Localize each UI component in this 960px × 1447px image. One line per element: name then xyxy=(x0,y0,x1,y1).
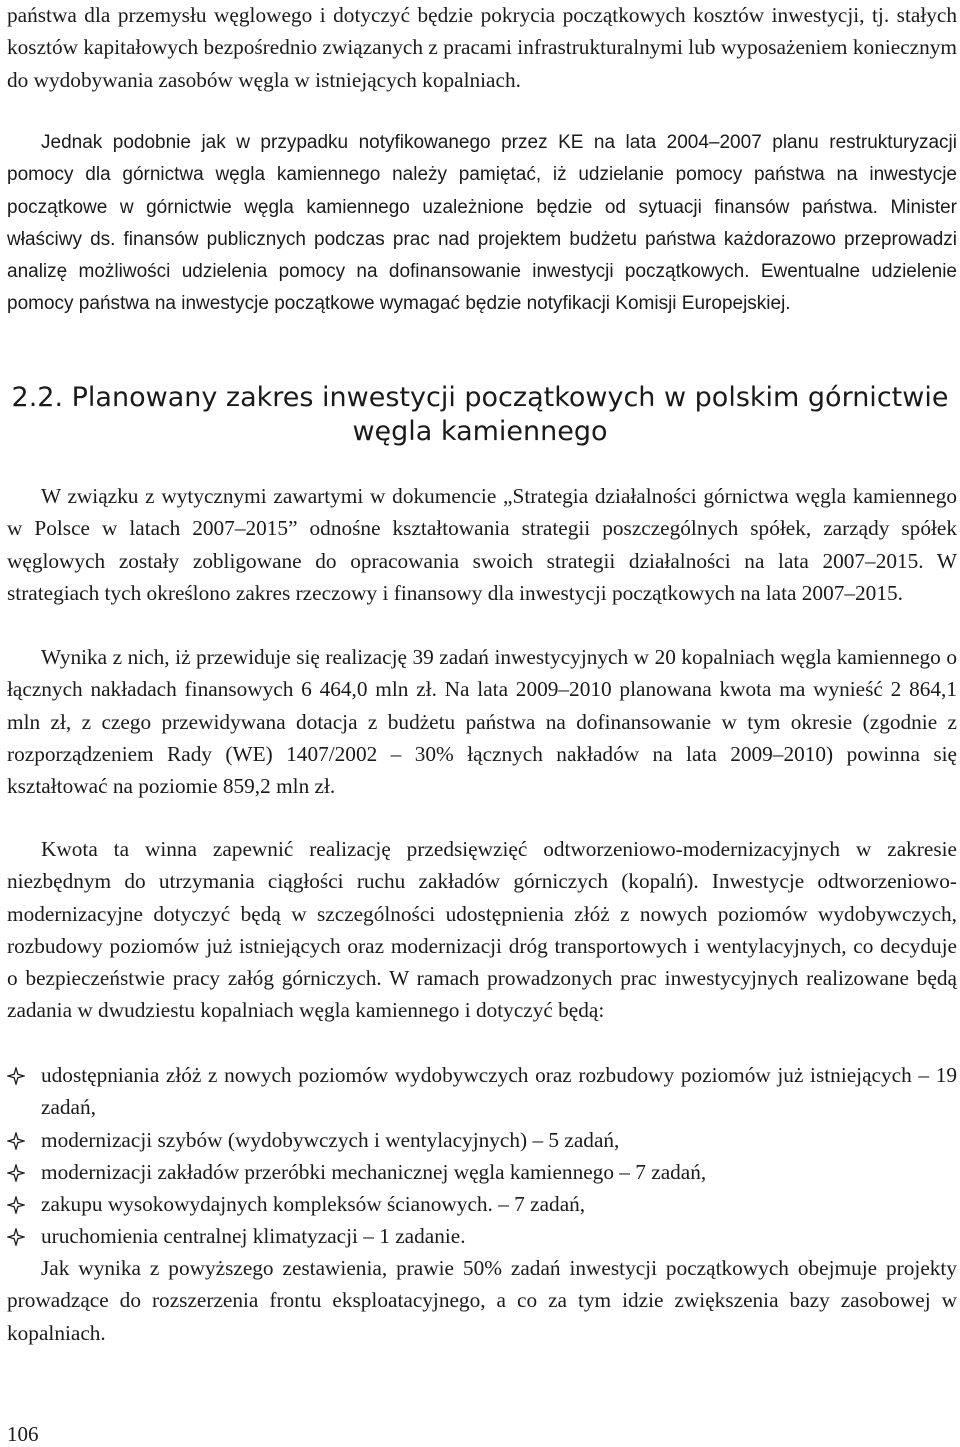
list-item xyxy=(7,1188,957,1220)
four-point-star-icon xyxy=(7,1132,25,1150)
section-heading-line-2: węgla kamiennego xyxy=(352,416,608,447)
section-heading-line-1: 2.2. Planowany zakres inwestycji początkowych w polskim górnictwie xyxy=(11,382,949,413)
list-item xyxy=(7,1220,957,1252)
list-item-text: modernizacji szybów (wydobywczych i wentylacyjnych) – 5 zadań, xyxy=(41,1127,620,1152)
list-item-text: uruchomienia centralnej klimatyzacji – 1 zadanie. xyxy=(41,1224,466,1249)
paragraph-notification: Jednak podobnie jak w przypadku notyfikowanego przez KE na lata 2004–2007 planu restrukturyzacji pomocy dla górnictwa węgla kamiennego należy pamiętać, iż udzielanie pomocy państwa na inwestycje początkowe w górnictwie węgla kamiennego uzależnione będzie od sytuacji finansów państwa. Minister właściwy ds. finansów publicznych podczas prac nad projektem budżetu państwa każdorazowo przeprowadzi analizę możliwości udzielenia pomocy na dofinansowanie inwestycji początkowych. Ewentualne udzielenie pomocy państwa na inwestycje początkowe wymagać będzie notyfikacji Komisji Europejskiej. xyxy=(7,132,957,315)
four-point-star-icon xyxy=(7,1164,25,1182)
four-point-star-icon xyxy=(7,1228,25,1246)
page-number: 106 xyxy=(7,1422,39,1446)
four-point-star-icon xyxy=(7,1067,25,1085)
paragraph-strategy: W związku z wytycznymi zawartymi w dokumencie „Strategia działalności górnictwa węgla kamiennego w Polsce w latach 2007–2015” odnośne kształtowania strategii poszczególnych spółek, zarządy spółek węglowych zostały zobligowane do opracowania swoich strategii działalności na lata 2007–2015. W strategiach tych określono zakres rzeczowy i finansowy dla inwestycji początkowych na lata 2007–2015. xyxy=(7,484,957,605)
list-item-text: udostępniania złóż z nowych poziomów wydobywczych oraz rozbudowy poziomów już istniejących – 19 zadań, xyxy=(41,1063,957,1120)
paragraph-funding: Kwota ta winna zapewnić realizację przedsięwzięć odtworzeniowo-modernizacyjnych w zakresie niezbędnym do utrzymania ciągłości ruchu zakładów górniczych (kopalń). Inwestycje odtworzeniowo-modernizacyjne dotyczyć będą w szczególności udostępnienia złóż z nowych poziomów wydobywczych, rozbudowy poziomów już istniejących oraz modernizacji dróg transportowych i wentylacyjnych, co decyduje o bezpieczeństwie pracy załóg górniczych. W ramach prowadzonych prac inwestycyjnych realizowane będą zadania w dwudziestu kopalniach węgla kamiennego i dotyczyć będą: xyxy=(7,837,957,1023)
list-item xyxy=(7,1156,957,1188)
task-list xyxy=(7,1059,957,1253)
paragraph-intro: państwa dla przemysłu węglowego i dotyczyć będzie pokrycia początkowych kosztów inwestycji, tj. stałych kosztów kapitałowych bezpośrednio związanych z pracami infrastrukturalnymi lub wyposażeniem koniecznym do wydobywania zasobów węgla w istniejących kopalniach. xyxy=(7,3,957,92)
list-item xyxy=(7,1124,957,1156)
list-item xyxy=(7,1059,957,1124)
list-item-text: modernizacji zakładów przeróbki mechanicznej węgla kamiennego – 7 zadań, xyxy=(41,1159,707,1184)
paragraph-investment-tasks: Wynika z nich, iż przewiduje się realizację 39 zadań inwestycyjnych w 20 kopalniach węgla kamiennego o łącznych nakładach finansowych 6 464,0 mln zł. Na lata 2009–2010 planowana kwota ma wynieść 2 864,1 mln zł, z czego przewidywana dotacja z budżetu państwa na dofinansowanie w tym okresie (zgodnie z rozporządzeniem Rady (WE) 1407/2002 – 30% łącznych nakładów na lata 2009–2010) powinna się kształtować na poziomie 859,2 mln zł. xyxy=(7,645,957,799)
list-item-text: zakupu wysokowydajnych kompleksów ścianowych. – 7 zadań, xyxy=(41,1192,586,1217)
four-point-star-icon xyxy=(7,1196,25,1214)
section-heading xyxy=(0,381,960,449)
paragraph-summary: Jak wynika z powyższego zestawienia, prawie 50% zadań inwestycji początkowych obejmuje projekty prowadzące do rozszerzenia frontu eksploatacyjnego, a co za tym idzie zwiększenia bazy zasobowej w kopalniach. xyxy=(7,1256,957,1345)
